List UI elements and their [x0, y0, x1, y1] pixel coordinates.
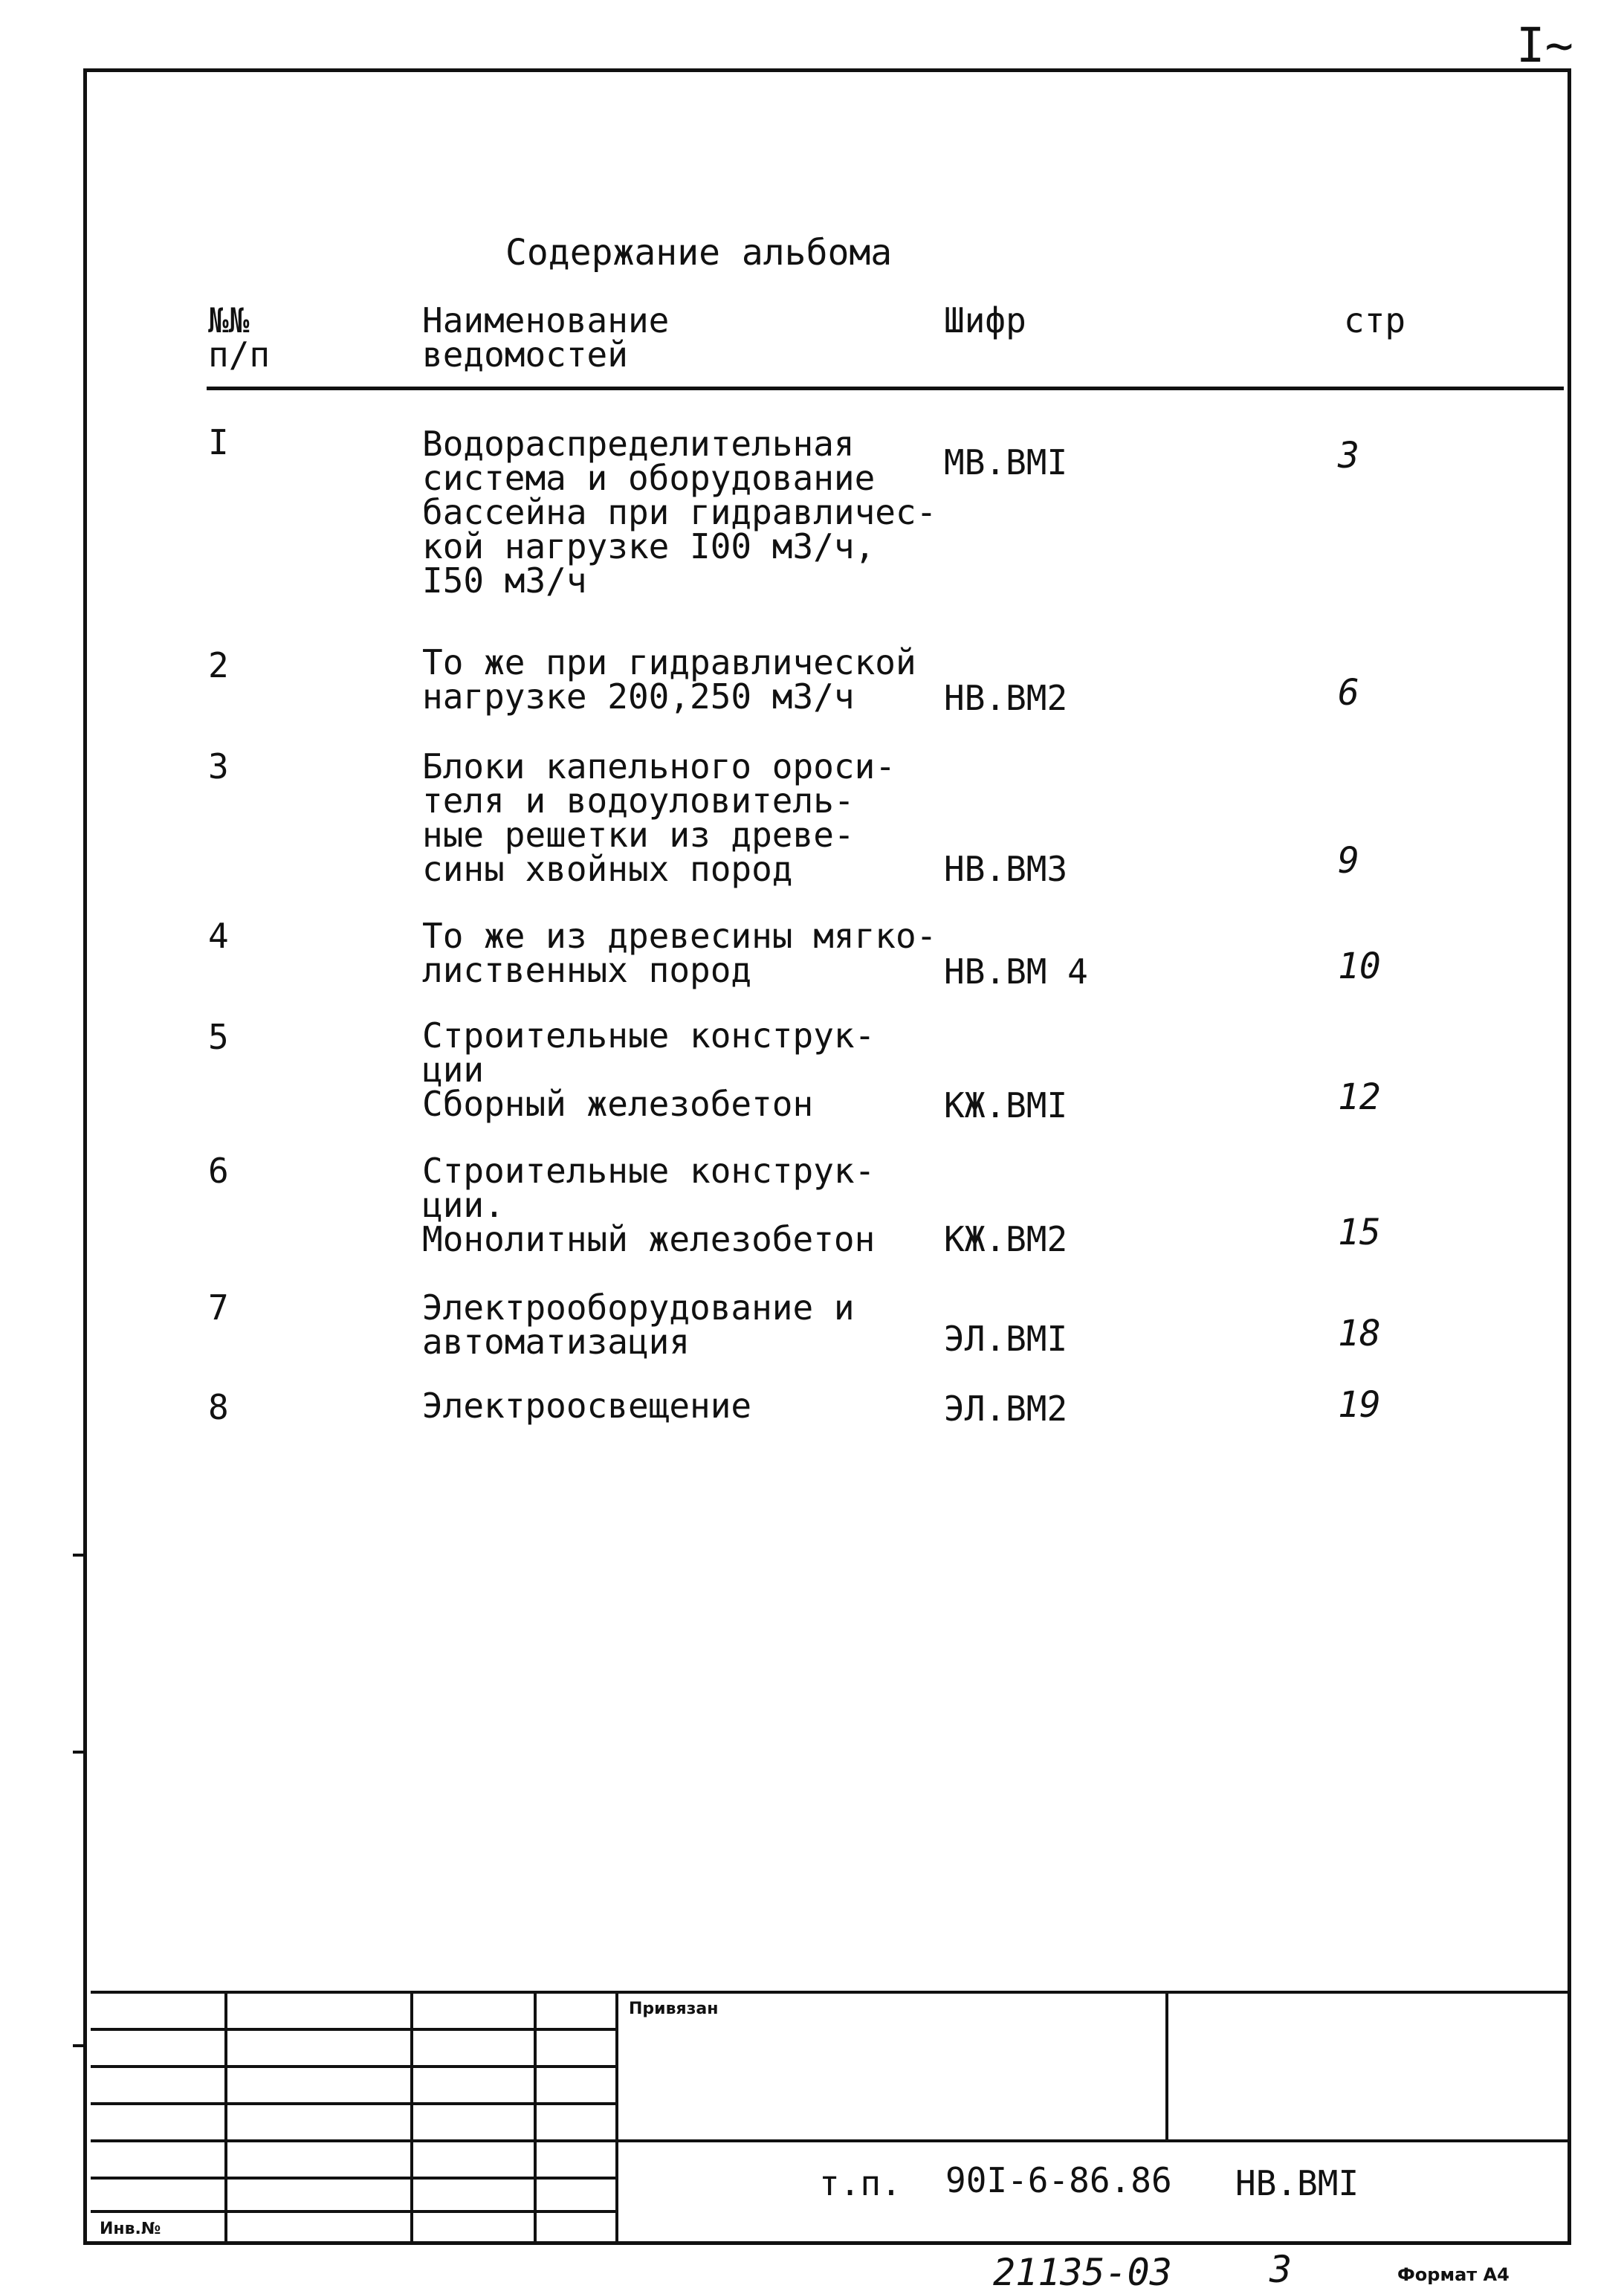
row-2-code: НВ.ВМ2 — [944, 678, 1068, 718]
row-7-page: 18 — [1338, 1313, 1381, 1354]
row-5-page: 12 — [1338, 1076, 1381, 1118]
header-num: №№ п/п — [208, 300, 271, 375]
row-3-page: 9 — [1338, 840, 1359, 882]
handwritten-number: 21135-03 — [993, 2251, 1172, 2294]
row-4-name: То же из древесины мягко- лиственных пород — [422, 916, 937, 990]
row-1-num: I — [208, 422, 229, 462]
sheet-number: 3 — [1269, 2248, 1293, 2291]
row-5-name: Строительные конструк- ции Сборный железобетон — [422, 1015, 876, 1124]
title-block — [91, 1991, 1568, 2245]
row-6-name: Строительные конструк- ции. Монолитный железобетон — [422, 1151, 876, 1259]
tb-line — [91, 2102, 617, 2105]
row-1-page: 3 — [1338, 435, 1359, 476]
tp-label: т.п. — [819, 2163, 902, 2203]
header-rule — [207, 387, 1564, 390]
row-4-num: 4 — [208, 916, 229, 956]
corner-mark: I~ — [1516, 19, 1574, 74]
row-5-code: КЖ.ВМI — [944, 1085, 1068, 1125]
row-3-name: Блоки капельного ороси- теля и водоуловитель- ные решетки из древе- сины хвойных пород — [422, 746, 896, 889]
row-8-code: ЭЛ.ВМ2 — [944, 1389, 1068, 1429]
tb-line — [91, 2139, 1568, 2142]
tb-line — [91, 2177, 617, 2180]
tb-line — [615, 1991, 618, 2245]
row-3-code: НВ.ВМ3 — [944, 849, 1068, 889]
row-2-num: 2 — [208, 645, 229, 685]
tb-line — [410, 1991, 413, 2245]
margin-tick — [73, 1554, 83, 1557]
row-1-code: МВ.ВМI — [944, 442, 1068, 482]
tb-line — [91, 2028, 617, 2031]
row-2-name: То же при гидравлической нагрузке 200,250 м3/ч — [422, 642, 916, 717]
margin-tick — [73, 1751, 83, 1754]
tb-line — [1165, 1991, 1168, 2139]
margin-tick — [73, 2044, 83, 2047]
row-6-page: 15 — [1338, 1212, 1381, 1253]
tb-line — [91, 1991, 1568, 1994]
sheet-code: НВ.ВМI — [1235, 2163, 1359, 2203]
row-8-page: 19 — [1338, 1384, 1381, 1426]
format-label: Формат А4 — [1397, 2264, 1510, 2285]
header-page: стр — [1344, 300, 1406, 340]
page-title: Содержание альбома — [505, 232, 893, 274]
row-5-num: 5 — [208, 1017, 229, 1057]
row-4-code: НВ.ВМ 4 — [944, 951, 1088, 992]
project-number: 90I-6-86.86 — [945, 2160, 1172, 2200]
row-7-num: 7 — [208, 1287, 229, 1328]
inv-no-label: Инв.№ — [100, 2220, 161, 2238]
row-6-code: КЖ.ВМ2 — [944, 1219, 1068, 1259]
row-7-name: Электрооборудование и автоматизация — [422, 1287, 855, 1362]
privyazan-label: Привязан — [629, 2000, 719, 2018]
row-4-page: 10 — [1338, 946, 1381, 987]
row-7-code: ЭЛ.ВМI — [944, 1319, 1068, 1359]
row-8-num: 8 — [208, 1387, 229, 1427]
tb-line — [91, 2210, 617, 2213]
row-1-name: Водораспределительная система и оборудование бассейна при гидравличес- кой нагрузке I00 м3/ч, I50 м3/ч — [422, 424, 937, 601]
header-code: Шифр — [944, 300, 1026, 340]
tb-line — [224, 1991, 227, 2245]
tb-line — [91, 2065, 617, 2068]
row-8-name: Электроосвещение — [422, 1386, 752, 1426]
row-2-page: 6 — [1338, 672, 1359, 714]
row-6-num: 6 — [208, 1151, 229, 1191]
header-name: Наименование ведомостей — [422, 300, 670, 375]
tb-line — [534, 1991, 537, 2245]
row-3-num: 3 — [208, 746, 229, 786]
